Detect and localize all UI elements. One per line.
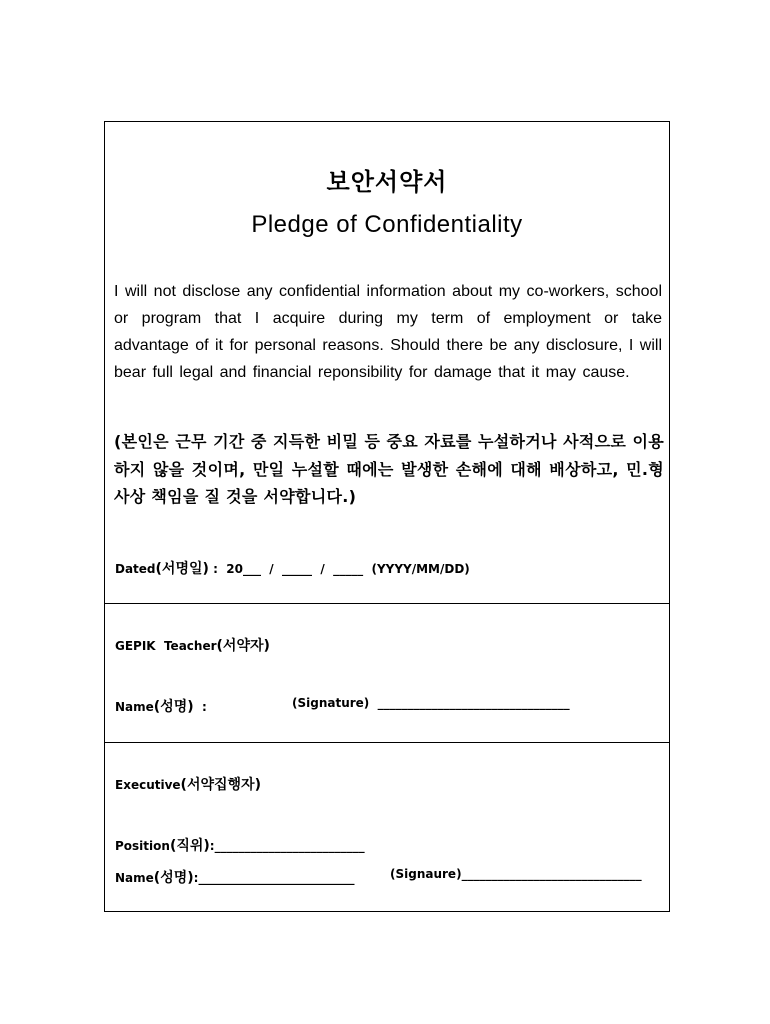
teacher-heading [115,635,270,655]
executive-heading-korean: (서약집행자) [180,777,261,793]
teacher-name-colon: : [193,700,207,714]
dated-value: : 20___ / _____ / _____ (YYYY/MM/DD) [208,562,470,576]
teacher-heading-label: GEPIK Teacher [115,639,217,653]
executive-name-label: Name [115,871,154,885]
pledge-text-korean: (본인은 근무 기간 중 지득한 비밀 등 중요 자료를 누설하거나 사적으로 이용하지 않을 것이며, 만일 누설할 때에는 발생한 손해에 대해 배상하고, 민.형사상 책임을 질 것을 서약합니다.) [114,432,664,506]
pledge-section [105,122,669,604]
executive-name-line: :__________________________ [193,871,355,885]
executive-position-korean: (직위) [169,838,210,854]
teacher-signature-label: (Signature) [292,696,370,710]
pledge-text-english: I will not disclose any confidential information about my co-workers, school or program that I acquire during my term of employment or take advantage of it for personal reasons. Should there be any disclosure, I will bear full legal and financial reponsibility for damage that it may cause. [114,283,662,381]
executive-heading-label: Executive [115,778,181,792]
executive-position-field[interactable] [115,835,365,855]
title-english: Pledge of Confidentiality [251,211,523,238]
executive-name-field[interactable] [115,867,354,887]
executive-name-korean: (성명) [153,870,194,886]
teacher-name-field[interactable] [115,696,207,716]
executive-position-label: Position [115,839,170,853]
executive-section [105,743,669,911]
executive-heading [115,774,261,794]
teacher-name-label: Name [115,700,154,714]
teacher-signature-field[interactable] [292,696,570,710]
title-korean: 보안서약서 [326,168,448,196]
executive-signature-line: ______________________________ [461,867,642,881]
executive-position-line: :_________________________ [209,839,365,853]
dated-field[interactable] [115,558,470,578]
pledge-form [104,121,670,912]
dated-label-korean: (서명일) [155,561,209,577]
teacher-section [105,604,669,743]
teacher-heading-korean: (서약자) [216,638,270,654]
executive-signature-field[interactable] [390,867,642,881]
dated-label: Dated [115,562,156,576]
executive-signature-label: (Signaure) [390,867,462,881]
teacher-signature-line: ________________________________ [369,696,570,710]
teacher-name-korean: (성명) [153,699,194,715]
